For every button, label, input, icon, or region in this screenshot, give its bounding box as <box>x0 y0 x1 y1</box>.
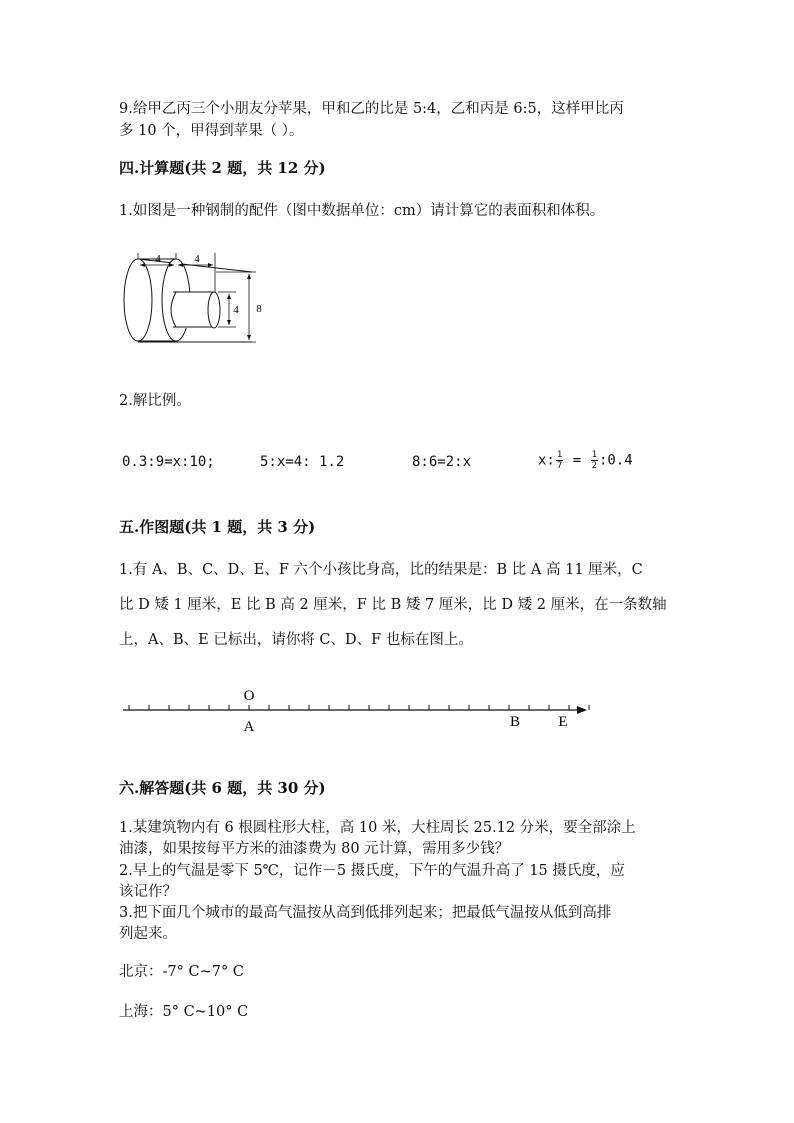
section-5-question-line-3: 上，A、B、E 已标出，请你将 C、D、F 也标在图上。 <box>119 632 473 648</box>
fraction-one-seventh <box>556 450 563 471</box>
origin-label: O <box>243 688 255 704</box>
section-5-heading: 五.作图题(共 1 题，共 3 分) <box>119 518 316 536</box>
fraction-2-numerator: 1 <box>591 450 597 460</box>
equation-1: 0.3:9=x:10; <box>122 454 215 470</box>
section-6-q3-line-1: 3.把下面几个城市的最高气温按从高到低排列起来；把最低气温按从低到高排 <box>119 905 612 921</box>
equation-3: 8:6=2:x <box>412 454 472 470</box>
inner-cylinder-end <box>208 292 220 328</box>
section-4-heading: 四.计算题(共 2 题，共 12 分) <box>119 159 326 177</box>
section-6-q1-line-1: 1.某建筑物内有 6 根圆柱形大柱，高 10 米，大柱周长 25.12 分米，要全部涂上 <box>119 820 636 836</box>
fraction-one-half <box>591 450 598 471</box>
number-line <box>115 680 600 740</box>
equation-4 <box>538 450 633 471</box>
equation-2: 5:x=4: 1.2 <box>260 454 345 470</box>
fraction-1-numerator: 1 <box>556 450 563 460</box>
equation-4-equals: = <box>564 452 590 469</box>
section-4-question-2: 2.解比例。 <box>119 393 191 409</box>
point-b-label: B <box>509 714 521 730</box>
section-5-question-line-1: 1.有 A、B、C、D、E、F 六个小孩比身高，比的结果是：B 比 A 高 11 厘米，C <box>119 562 643 578</box>
number-line-ticks <box>129 705 589 710</box>
question-9-line-1: 9.给甲乙丙三个小朋友分苹果，甲和乙的比是 5:4，乙和丙是 6:5，这样甲比丙 <box>119 101 624 117</box>
fraction-1-denominator: 7 <box>556 461 563 471</box>
section-6-q2-line-1: 2.早上的气温是零下 5℃，记作－5 摄氏度，下午的气温升高了 15 摄氏度，应 <box>119 863 625 879</box>
section-5-question-line-2: 比 D 矮 1 厘米，E 比 B 高 2 厘米，F 比 B 矮 7 厘米，比 D 矮 2 厘米，在一条数轴 <box>119 597 667 613</box>
equation-4-prefix: x: <box>538 452 555 469</box>
fraction-2-denominator: 2 <box>591 461 597 471</box>
steel-part-figure <box>118 248 278 348</box>
city-shanghai-temperature: 上海：5° C~10° C <box>119 1004 249 1020</box>
question-9-line-2: 多 10 个，甲得到苹果（ ）。 <box>119 123 304 139</box>
point-e-label: E <box>558 714 568 730</box>
section-6-q2-line-2: 该记作？ <box>119 884 177 900</box>
dim-label-right: 4 <box>194 253 200 265</box>
outer-cylinder-back-end <box>124 259 152 341</box>
dim-label-left: 4 <box>155 253 161 265</box>
section-6-heading: 六.解答题(共 6 题，共 30 分) <box>119 779 326 797</box>
section-4-question-1: 1.如图是一种钢制的配件（图中数据单位：cm）请计算它的表面积和体积。 <box>119 203 605 219</box>
dim-label-outer: 8 <box>256 303 262 315</box>
city-beijing-temperature: 北京：-7° C~7° C <box>119 964 244 980</box>
section-6-q1-line-2: 油漆，如果按每平方米的油漆费为 80 元计算，需用多少钱？ <box>119 841 510 857</box>
equation-4-suffix: :0.4 <box>599 452 633 469</box>
dim-label-inner: 4 <box>233 304 239 316</box>
number-line-arrowhead <box>577 706 587 714</box>
section-6-q3-line-2: 列起来。 <box>119 926 177 942</box>
point-a-label: A <box>243 719 255 735</box>
